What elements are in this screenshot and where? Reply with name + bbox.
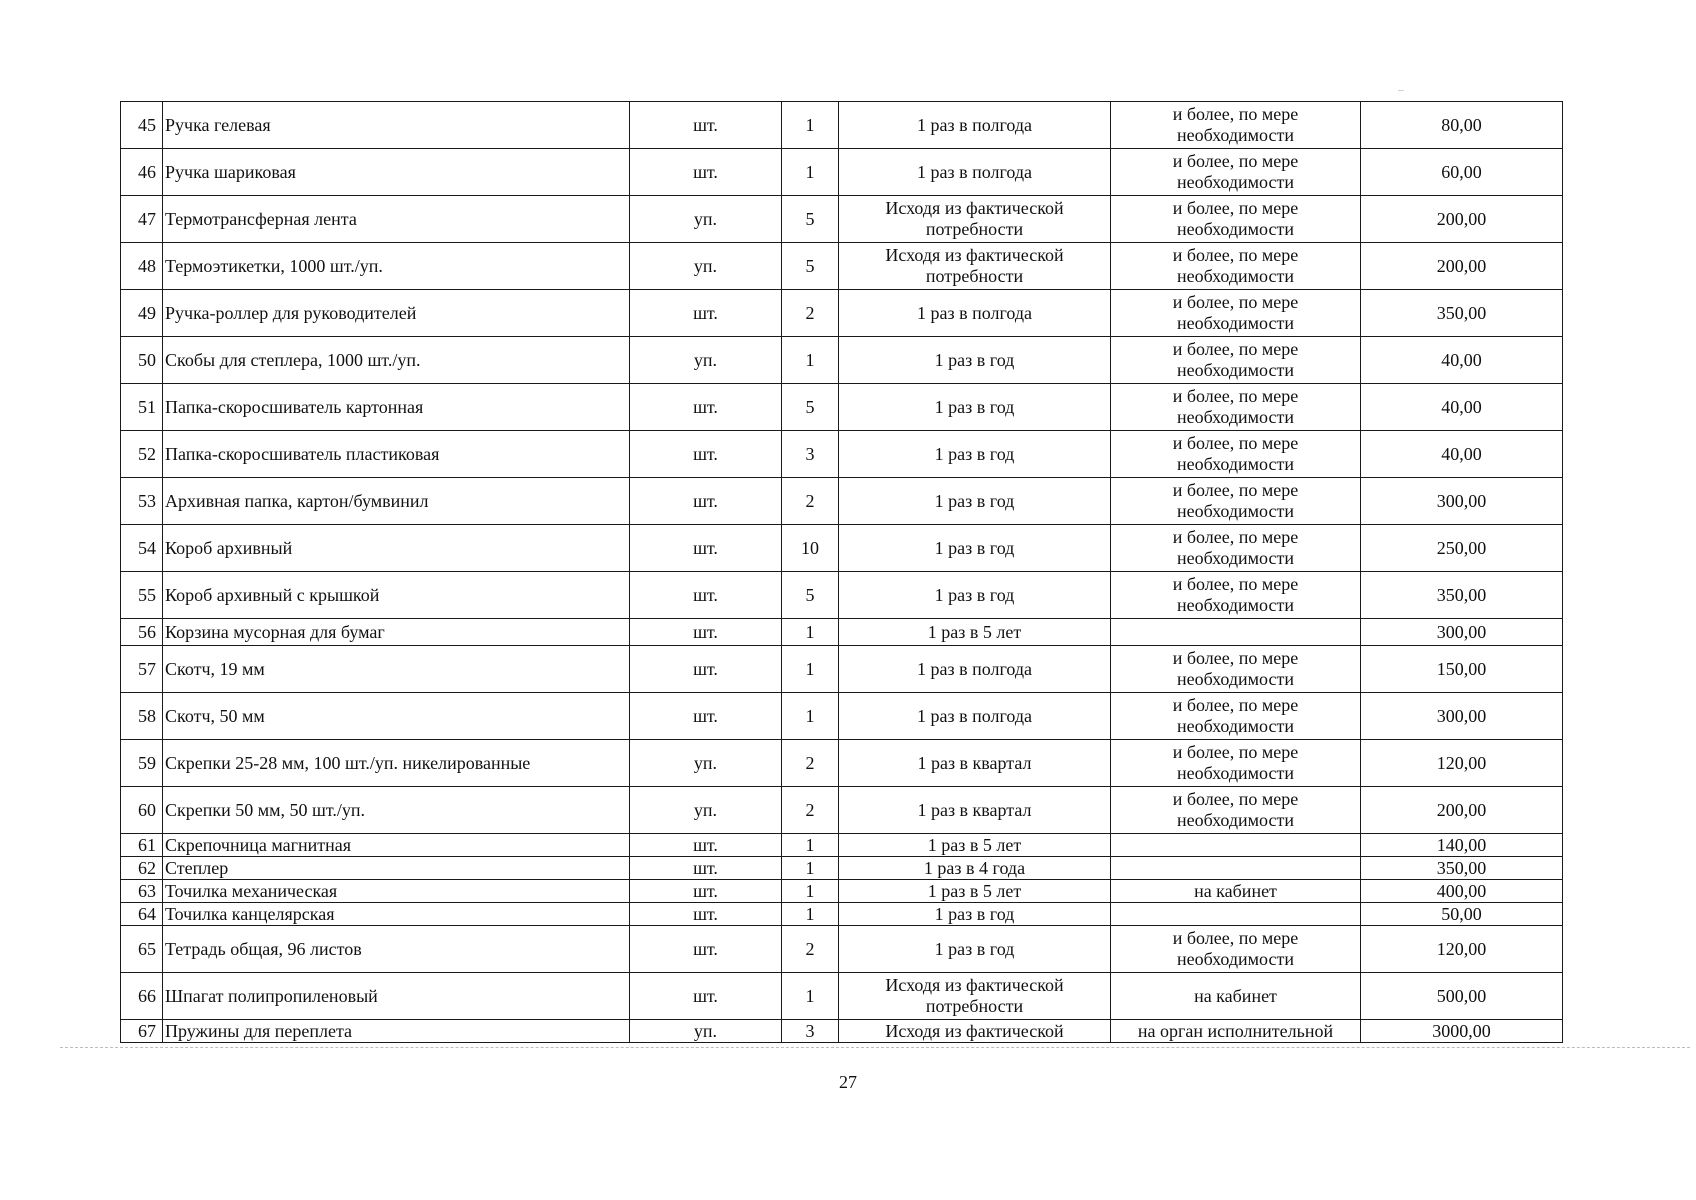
quantity-cell: 1 — [782, 693, 839, 740]
quantity-note-cell: и более, по мере необходимости — [1111, 102, 1361, 149]
table-row — [121, 290, 1563, 337]
unit-of-measure-cell: шт. — [630, 149, 782, 196]
row-number-cell: 49 — [121, 290, 163, 337]
item-name-cell: Ручка шариковая — [163, 149, 630, 196]
unit-price-cell: 40,00 — [1361, 384, 1563, 431]
unit-price-cell: 120,00 — [1361, 740, 1563, 787]
item-name-cell: Короб архивный с крышкой — [163, 572, 630, 619]
table-row — [121, 337, 1563, 384]
item-name-cell: Корзина мусорная для бумаг — [163, 619, 630, 646]
replacement-frequency-cell: 1 раз в полгода — [839, 149, 1111, 196]
unit-price-cell: 150,00 — [1361, 646, 1563, 693]
row-number-cell: 61 — [121, 834, 163, 857]
unit-of-measure-cell: шт. — [630, 693, 782, 740]
scan-edge-line — [60, 1047, 1690, 1048]
row-number-cell: 50 — [121, 337, 163, 384]
unit-price-cell: 60,00 — [1361, 149, 1563, 196]
quantity-note-cell — [1111, 857, 1361, 880]
quantity-note-cell: и более, по мере необходимости — [1111, 149, 1361, 196]
quantity-cell: 2 — [782, 478, 839, 525]
item-name-cell: Скрепочница магнитная — [163, 834, 630, 857]
quantity-note-cell: на кабинет — [1111, 880, 1361, 903]
unit-price-cell: 350,00 — [1361, 857, 1563, 880]
quantity-cell: 5 — [782, 572, 839, 619]
quantity-note-cell: и более, по мере необходимости — [1111, 196, 1361, 243]
quantity-cell: 2 — [782, 740, 839, 787]
quantity-cell: 5 — [782, 243, 839, 290]
unit-of-measure-cell: шт. — [630, 857, 782, 880]
unit-of-measure-cell: шт. — [630, 431, 782, 478]
item-name-cell: Скотч, 50 мм — [163, 693, 630, 740]
row-number-cell: 67 — [121, 1020, 163, 1043]
quantity-note-cell — [1111, 619, 1361, 646]
quantity-note-cell: и более, по мере необходимости — [1111, 787, 1361, 834]
replacement-frequency-cell: 1 раз в квартал — [839, 740, 1111, 787]
row-number-cell: 66 — [121, 973, 163, 1020]
unit-price-cell: 140,00 — [1361, 834, 1563, 857]
unit-of-measure-cell: шт. — [630, 290, 782, 337]
table-row — [121, 1020, 1563, 1043]
replacement-frequency-cell: 1 раз в полгода — [839, 102, 1111, 149]
row-number-cell: 65 — [121, 926, 163, 973]
table-row — [121, 196, 1563, 243]
table-row — [121, 572, 1563, 619]
row-number-cell: 51 — [121, 384, 163, 431]
unit-of-measure-cell: шт. — [630, 525, 782, 572]
item-name-cell: Термотрансферная лента — [163, 196, 630, 243]
quantity-cell: 5 — [782, 384, 839, 431]
table-row — [121, 525, 1563, 572]
quantity-note-cell: и более, по мере необходимости — [1111, 431, 1361, 478]
quantity-note-cell: и более, по мере необходимости — [1111, 740, 1361, 787]
quantity-cell: 1 — [782, 857, 839, 880]
quantity-cell: 3 — [782, 1020, 839, 1043]
quantity-cell: 2 — [782, 787, 839, 834]
item-name-cell: Скобы для степлера, 1000 шт./уп. — [163, 337, 630, 384]
replacement-frequency-cell: 1 раз в 5 лет — [839, 880, 1111, 903]
quantity-cell: 1 — [782, 903, 839, 926]
unit-of-measure-cell: шт. — [630, 646, 782, 693]
item-name-cell: Ручка гелевая — [163, 102, 630, 149]
table-row — [121, 880, 1563, 903]
item-name-cell: Точилка канцелярская — [163, 903, 630, 926]
item-name-cell: Архивная папка, картон/бумвинил — [163, 478, 630, 525]
unit-price-cell: 200,00 — [1361, 196, 1563, 243]
item-name-cell: Пружины для переплета — [163, 1020, 630, 1043]
table-body — [121, 102, 1563, 1043]
unit-price-cell: 300,00 — [1361, 619, 1563, 646]
unit-of-measure-cell: шт. — [630, 903, 782, 926]
row-number-cell: 64 — [121, 903, 163, 926]
replacement-frequency-cell: 1 раз в полгода — [839, 693, 1111, 740]
table-row — [121, 787, 1563, 834]
quantity-note-cell: и более, по мере необходимости — [1111, 572, 1361, 619]
quantity-note-cell: и более, по мере необходимости — [1111, 384, 1361, 431]
item-name-cell: Скрепки 25-28 мм, 100 шт./уп. никелированные — [163, 740, 630, 787]
row-number-cell: 47 — [121, 196, 163, 243]
quantity-cell: 1 — [782, 337, 839, 384]
unit-of-measure-cell: уп. — [630, 1020, 782, 1043]
item-name-cell: Папка-скоросшиватель картонная — [163, 384, 630, 431]
table-row — [121, 903, 1563, 926]
supply-norms-table — [120, 101, 1563, 1043]
replacement-frequency-cell: 1 раз в год — [839, 572, 1111, 619]
quantity-note-cell: и более, по мере необходимости — [1111, 243, 1361, 290]
row-number-cell: 45 — [121, 102, 163, 149]
unit-price-cell: 300,00 — [1361, 693, 1563, 740]
item-name-cell: Скотч, 19 мм — [163, 646, 630, 693]
table-row — [121, 243, 1563, 290]
unit-of-measure-cell: шт. — [630, 478, 782, 525]
unit-price-cell: 350,00 — [1361, 572, 1563, 619]
item-name-cell: Скрепки 50 мм, 50 шт./уп. — [163, 787, 630, 834]
unit-price-cell: 200,00 — [1361, 787, 1563, 834]
table-row — [121, 693, 1563, 740]
table-row — [121, 740, 1563, 787]
table-row — [121, 973, 1563, 1020]
item-name-cell: Степлер — [163, 857, 630, 880]
unit-price-cell: 50,00 — [1361, 903, 1563, 926]
replacement-frequency-cell: Исходя из фактической потребности — [839, 973, 1111, 1020]
unit-of-measure-cell: шт. — [630, 973, 782, 1020]
item-name-cell: Ручка-роллер для руководителей — [163, 290, 630, 337]
row-number-cell: 57 — [121, 646, 163, 693]
item-name-cell: Тетрадь общая, 96 листов — [163, 926, 630, 973]
replacement-frequency-cell: 1 раз в год — [839, 478, 1111, 525]
replacement-frequency-cell: 1 раз в год — [839, 903, 1111, 926]
row-number-cell: 55 — [121, 572, 163, 619]
table-row — [121, 431, 1563, 478]
replacement-frequency-cell: Исходя из фактической — [839, 1020, 1111, 1043]
unit-of-measure-cell: шт. — [630, 572, 782, 619]
unit-price-cell: 300,00 — [1361, 478, 1563, 525]
row-number-cell: 62 — [121, 857, 163, 880]
quantity-cell: 5 — [782, 196, 839, 243]
table-row — [121, 102, 1563, 149]
table-row — [121, 857, 1563, 880]
item-name-cell: Точилка механическая — [163, 880, 630, 903]
quantity-cell: 1 — [782, 149, 839, 196]
quantity-note-cell: и более, по мере необходимости — [1111, 337, 1361, 384]
table-row — [121, 478, 1563, 525]
unit-price-cell: 350,00 — [1361, 290, 1563, 337]
unit-of-measure-cell: шт. — [630, 102, 782, 149]
unit-of-measure-cell: уп. — [630, 243, 782, 290]
quantity-note-cell: и более, по мере необходимости — [1111, 693, 1361, 740]
replacement-frequency-cell: Исходя из фактической потребности — [839, 243, 1111, 290]
table-row — [121, 619, 1563, 646]
page-number: 27 — [839, 1072, 857, 1092]
unit-price-cell: 500,00 — [1361, 973, 1563, 1020]
replacement-frequency-cell: 1 раз в полгода — [839, 646, 1111, 693]
replacement-frequency-cell: 1 раз в год — [839, 926, 1111, 973]
row-number-cell: 60 — [121, 787, 163, 834]
unit-of-measure-cell: уп. — [630, 337, 782, 384]
replacement-frequency-cell: 1 раз в 5 лет — [839, 619, 1111, 646]
unit-of-measure-cell: шт. — [630, 384, 782, 431]
quantity-note-cell: и более, по мере необходимости — [1111, 478, 1361, 525]
quantity-note-cell: и более, по мере необходимости — [1111, 525, 1361, 572]
quantity-note-cell — [1111, 903, 1361, 926]
unit-price-cell: 200,00 — [1361, 243, 1563, 290]
quantity-cell: 10 — [782, 525, 839, 572]
replacement-frequency-cell: Исходя из фактической потребности — [839, 196, 1111, 243]
table-row — [121, 834, 1563, 857]
unit-price-cell: 40,00 — [1361, 337, 1563, 384]
quantity-cell: 1 — [782, 834, 839, 857]
quantity-note-cell: и более, по мере необходимости — [1111, 926, 1361, 973]
row-number-cell: 58 — [121, 693, 163, 740]
unit-of-measure-cell: шт. — [630, 926, 782, 973]
unit-price-cell: 40,00 — [1361, 431, 1563, 478]
item-name-cell: Папка-скоросшиватель пластиковая — [163, 431, 630, 478]
quantity-cell: 2 — [782, 926, 839, 973]
item-name-cell: Короб архивный — [163, 525, 630, 572]
unit-price-cell: 250,00 — [1361, 525, 1563, 572]
table-row — [121, 646, 1563, 693]
replacement-frequency-cell: 1 раз в год — [839, 384, 1111, 431]
row-number-cell: 63 — [121, 880, 163, 903]
table-row — [121, 384, 1563, 431]
row-number-cell: 54 — [121, 525, 163, 572]
unit-price-cell: 3000,00 — [1361, 1020, 1563, 1043]
quantity-cell: 3 — [782, 431, 839, 478]
unit-price-cell: 120,00 — [1361, 926, 1563, 973]
replacement-frequency-cell: 1 раз в год — [839, 337, 1111, 384]
unit-of-measure-cell: шт. — [630, 834, 782, 857]
quantity-cell: 1 — [782, 619, 839, 646]
replacement-frequency-cell: 1 раз в 5 лет — [839, 834, 1111, 857]
replacement-frequency-cell: 1 раз в год — [839, 431, 1111, 478]
replacement-frequency-cell: 1 раз в 4 года — [839, 857, 1111, 880]
unit-price-cell: 400,00 — [1361, 880, 1563, 903]
unit-of-measure-cell: уп. — [630, 196, 782, 243]
replacement-frequency-cell: 1 раз в год — [839, 525, 1111, 572]
unit-price-cell: 80,00 — [1361, 102, 1563, 149]
row-number-cell: 53 — [121, 478, 163, 525]
scan-artifact — [1398, 90, 1404, 91]
table-row — [121, 149, 1563, 196]
quantity-note-cell: и более, по мере необходимости — [1111, 290, 1361, 337]
replacement-frequency-cell: 1 раз в квартал — [839, 787, 1111, 834]
row-number-cell: 52 — [121, 431, 163, 478]
quantity-note-cell: на кабинет — [1111, 973, 1361, 1020]
quantity-cell: 1 — [782, 973, 839, 1020]
item-name-cell: Термоэтикетки, 1000 шт./уп. — [163, 243, 630, 290]
quantity-note-cell — [1111, 834, 1361, 857]
row-number-cell: 59 — [121, 740, 163, 787]
row-number-cell: 48 — [121, 243, 163, 290]
unit-of-measure-cell: уп. — [630, 740, 782, 787]
quantity-cell: 1 — [782, 880, 839, 903]
quantity-cell: 2 — [782, 290, 839, 337]
table-row — [121, 926, 1563, 973]
replacement-frequency-cell: 1 раз в полгода — [839, 290, 1111, 337]
quantity-cell: 1 — [782, 646, 839, 693]
row-number-cell: 56 — [121, 619, 163, 646]
row-number-cell: 46 — [121, 149, 163, 196]
quantity-note-cell: и более, по мере необходимости — [1111, 646, 1361, 693]
unit-of-measure-cell: шт. — [630, 619, 782, 646]
quantity-note-cell: на орган исполнительной — [1111, 1020, 1361, 1043]
item-name-cell: Шпагат полипропиленовый — [163, 973, 630, 1020]
quantity-cell: 1 — [782, 102, 839, 149]
unit-of-measure-cell: шт. — [630, 880, 782, 903]
unit-of-measure-cell: уп. — [630, 787, 782, 834]
